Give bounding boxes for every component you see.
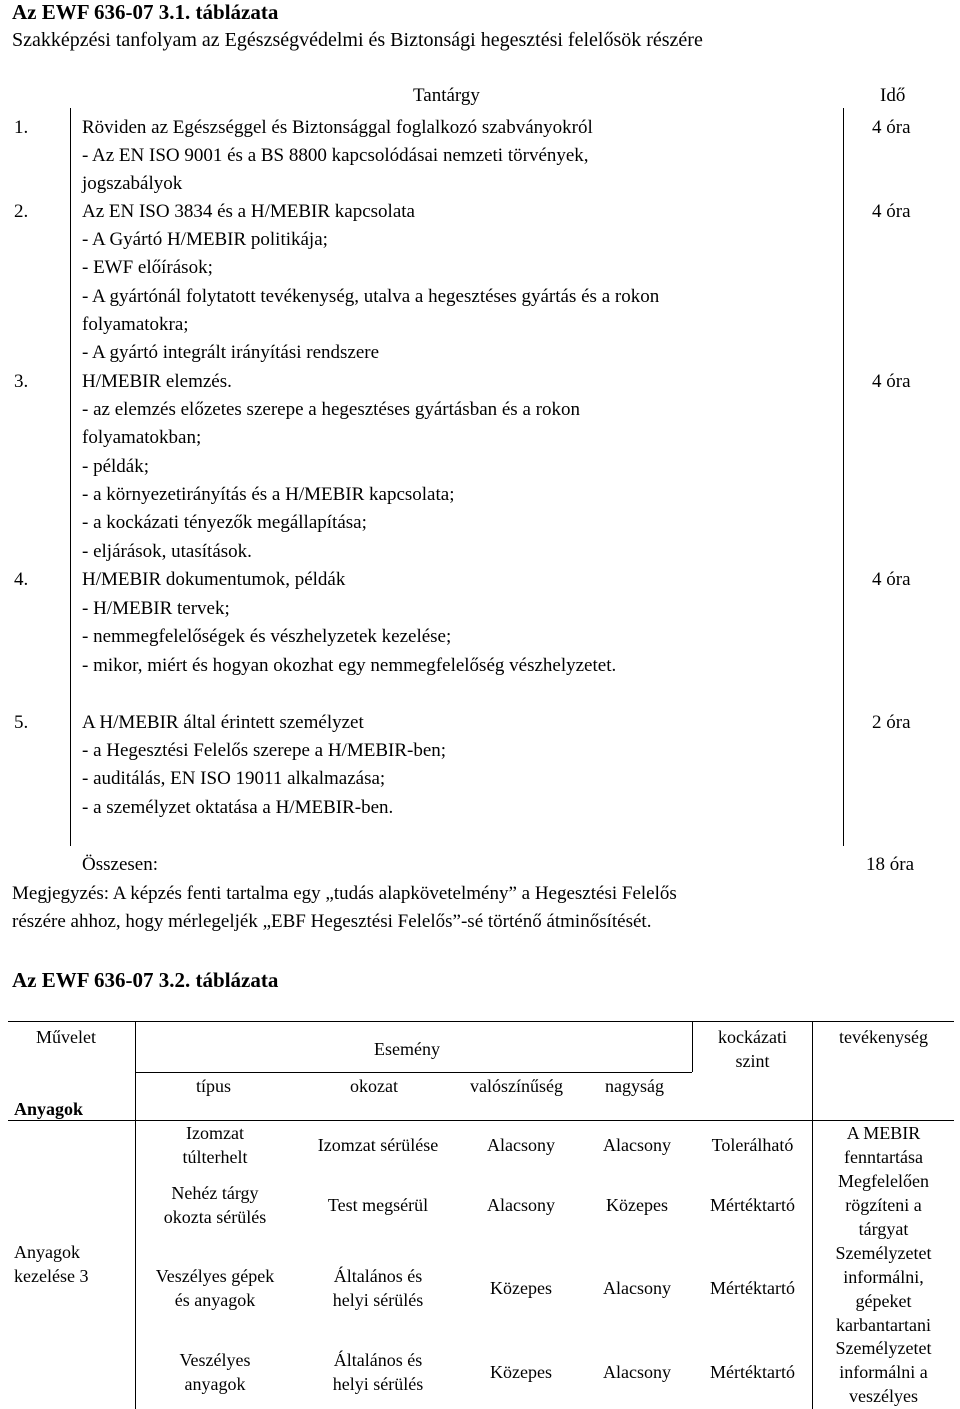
cell-line: fenntartása	[844, 1147, 923, 1167]
table1-num-divider	[70, 108, 71, 703]
cell-tipus	[140, 1181, 290, 1229]
row-time: 4 óra	[872, 201, 911, 222]
cell-line: Személyzetet	[835, 1338, 932, 1358]
cell-line: gépeket	[855, 1291, 912, 1311]
row-line: - nemmegfelelőségek és vészhelyzetek kezelése;	[82, 626, 452, 647]
row-line: - a kockázati tényezők megállapítása;	[82, 512, 367, 533]
cell-line: Veszélyes gépek	[155, 1266, 275, 1286]
row-line: Röviden az Egészséggel és Biztonsággal foglalkozó szabványokról	[82, 117, 593, 138]
cell-tipus	[140, 1348, 290, 1396]
row-line: folyamatokban;	[82, 427, 202, 448]
cell-line: Test megsérül	[327, 1195, 429, 1215]
row-time: 4 óra	[872, 569, 911, 590]
header-kockazati-line: kockázati	[718, 1027, 787, 1047]
total-label: Összesen:	[82, 854, 158, 875]
cell-szint: Mértéktartó	[710, 1362, 795, 1382]
table2-hline-sub	[135, 1072, 692, 1073]
subheader-valoszinuseg: valószínűség	[470, 1076, 563, 1096]
cell-tevekenyseg	[813, 1241, 954, 1337]
row-number: 3.	[14, 371, 29, 392]
header-kockazati-szint	[693, 1025, 812, 1073]
cell-line: és anyagok	[174, 1290, 256, 1310]
cell-nagysag: Alacsony	[603, 1278, 671, 1298]
group-cell	[14, 1240, 88, 1288]
cell-valoszinuseg: Közepes	[490, 1278, 552, 1298]
row-line: - a Hegesztési Felelős szerepe a H/MEBIR-ben;	[82, 740, 447, 761]
row-line: - auditálás, EN ISO 19011 alkalmazása;	[82, 768, 386, 789]
cell-line: informálni,	[843, 1267, 924, 1287]
col-header-subject: Tantárgy	[413, 85, 480, 106]
table1-num-divider-2	[70, 703, 71, 846]
row-line: H/MEBIR dokumentumok, példák	[82, 569, 346, 590]
table2-title: Az EWF 636-07 3.2. táblázata	[12, 968, 279, 992]
cell-valoszinuseg: Alacsony	[487, 1195, 555, 1215]
header-esemeny: Esemény	[374, 1039, 440, 1059]
cell-line: Izomzat sérülése	[317, 1135, 439, 1155]
cell-line: Nehéz tárgy	[171, 1183, 259, 1203]
row-line: - példák;	[82, 456, 150, 477]
row-line: H/MEBIR elemzés.	[82, 371, 232, 392]
row-line: jogszabályok	[82, 173, 183, 194]
col-header-time: Idő	[880, 85, 906, 106]
row-time: 2 óra	[872, 712, 911, 733]
row-line: - A gyártó integrált irányítási rendszere	[82, 342, 380, 363]
note-line-1: Megjegyzés: A képzés fenti tartalma egy „tudás alapkövetelmény” a Hegesztési Felelős	[12, 883, 677, 904]
cell-line: helyi sérülés	[332, 1374, 424, 1394]
row-line: folyamatokra;	[82, 314, 189, 335]
cell-line: túlterhelt	[182, 1147, 248, 1167]
table1-subtitle: Szakképzési tanfolyam az Egészségvédelmi és Biztonsági hegesztési felelősök részére	[12, 29, 703, 51]
table1-title: Az EWF 636-07 3.1. táblázata	[12, 0, 279, 24]
cell-tevekenyseg	[813, 1121, 954, 1169]
cell-line: Veszélyes	[179, 1350, 251, 1370]
cell-line: informálni a	[839, 1362, 928, 1382]
header-kockazati-line: szint	[735, 1051, 770, 1071]
cell-line: Megfelelően	[838, 1171, 929, 1191]
cell-okozat	[300, 1348, 456, 1396]
row-line: - a személyzet oktatása a H/MEBIR-ben.	[82, 797, 394, 818]
row-line: Az EN ISO 3834 és a H/MEBIR kapcsolata	[82, 201, 415, 222]
row-line: - mikor, miért és hogyan okozhat egy nemmegfelelőség vészhelyzetet.	[82, 655, 617, 676]
total-value: 18 óra	[866, 854, 915, 875]
subheader-okozat: okozat	[350, 1076, 398, 1096]
cell-line: anyagok	[184, 1374, 246, 1394]
cell-okozat	[300, 1193, 456, 1217]
cell-line: helyi sérülés	[332, 1290, 424, 1310]
cell-nagysag: Alacsony	[603, 1135, 671, 1155]
cell-line: Személyzetet	[835, 1243, 932, 1263]
row-line: - A Gyártó H/MEBIR politikája;	[82, 229, 328, 250]
row-line: - Az EN ISO 9001 és a BS 8800 kapcsolódásai nemzeti törvények,	[82, 145, 589, 166]
row-time: 4 óra	[872, 117, 911, 138]
row-number: 4.	[14, 569, 29, 590]
row-number: 5.	[14, 712, 29, 733]
row-line: - a környezetirányítás és a H/MEBIR kapcsolata;	[82, 484, 455, 505]
subheader-tipus: típus	[196, 1076, 232, 1096]
cell-nagysag: Közepes	[606, 1195, 668, 1215]
cell-line: okozta sérülés	[163, 1207, 267, 1227]
cell-line: A MEBIR	[846, 1123, 921, 1143]
table2-hline-top	[8, 1021, 954, 1022]
row-number: 2.	[14, 201, 29, 222]
cell-line: veszélyes	[849, 1386, 918, 1406]
row-line: - EWF előírások;	[82, 257, 213, 278]
cell-tipus	[140, 1264, 290, 1312]
note-line-2: részére ahhoz, hogy mérlegeljék „EBF Hegesztési Felelős”-sé történő átminősítését.	[12, 911, 652, 932]
row-line: - H/MEBIR tervek;	[82, 598, 230, 619]
cell-nagysag: Alacsony	[603, 1362, 671, 1382]
table1-time-divider	[843, 108, 844, 846]
row-time: 4 óra	[872, 371, 911, 392]
row-number: 1.	[14, 117, 29, 138]
cell-line: rögzíteni a	[845, 1195, 922, 1215]
cell-line: Általános és	[333, 1350, 423, 1370]
cell-tevekenyseg	[813, 1336, 954, 1408]
cell-szint: Tolerálható	[711, 1135, 794, 1155]
group-cell-line: Anyagok	[14, 1242, 80, 1262]
header-muvelet: Művelet	[36, 1027, 96, 1047]
row-line: A H/MEBIR által érintett személyzet	[82, 712, 364, 733]
cell-line: Izomzat	[186, 1123, 244, 1143]
cell-valoszinuseg: Alacsony	[487, 1135, 555, 1155]
cell-szint: Mértéktartó	[710, 1278, 795, 1298]
group-cell-line: kezelése 3	[14, 1266, 89, 1286]
cell-line: Általános és	[333, 1266, 423, 1286]
header-tevekenyseg: tevékenység	[839, 1027, 928, 1047]
group-label: Anyagok	[14, 1099, 84, 1119]
cell-line: tárgyat	[858, 1219, 909, 1239]
table2-vline-1	[135, 1022, 136, 1409]
cell-tipus	[140, 1121, 290, 1169]
cell-okozat	[300, 1264, 456, 1312]
cell-line: karbantartani	[836, 1315, 931, 1335]
cell-okozat	[300, 1133, 456, 1157]
row-line: - az elemzés előzetes szerepe a hegesztéses gyártásban és a rokon	[82, 399, 580, 420]
row-line: - A gyártónál folytatott tevékenység, utalva a hegesztéses gyártás és a rokon	[82, 286, 660, 307]
cell-szint: Mértéktartó	[710, 1195, 795, 1215]
cell-tevekenyseg	[813, 1169, 954, 1241]
row-line: - eljárások, utasítások.	[82, 541, 252, 562]
cell-valoszinuseg: Közepes	[490, 1362, 552, 1382]
subheader-nagysag: nagyság	[605, 1076, 664, 1096]
